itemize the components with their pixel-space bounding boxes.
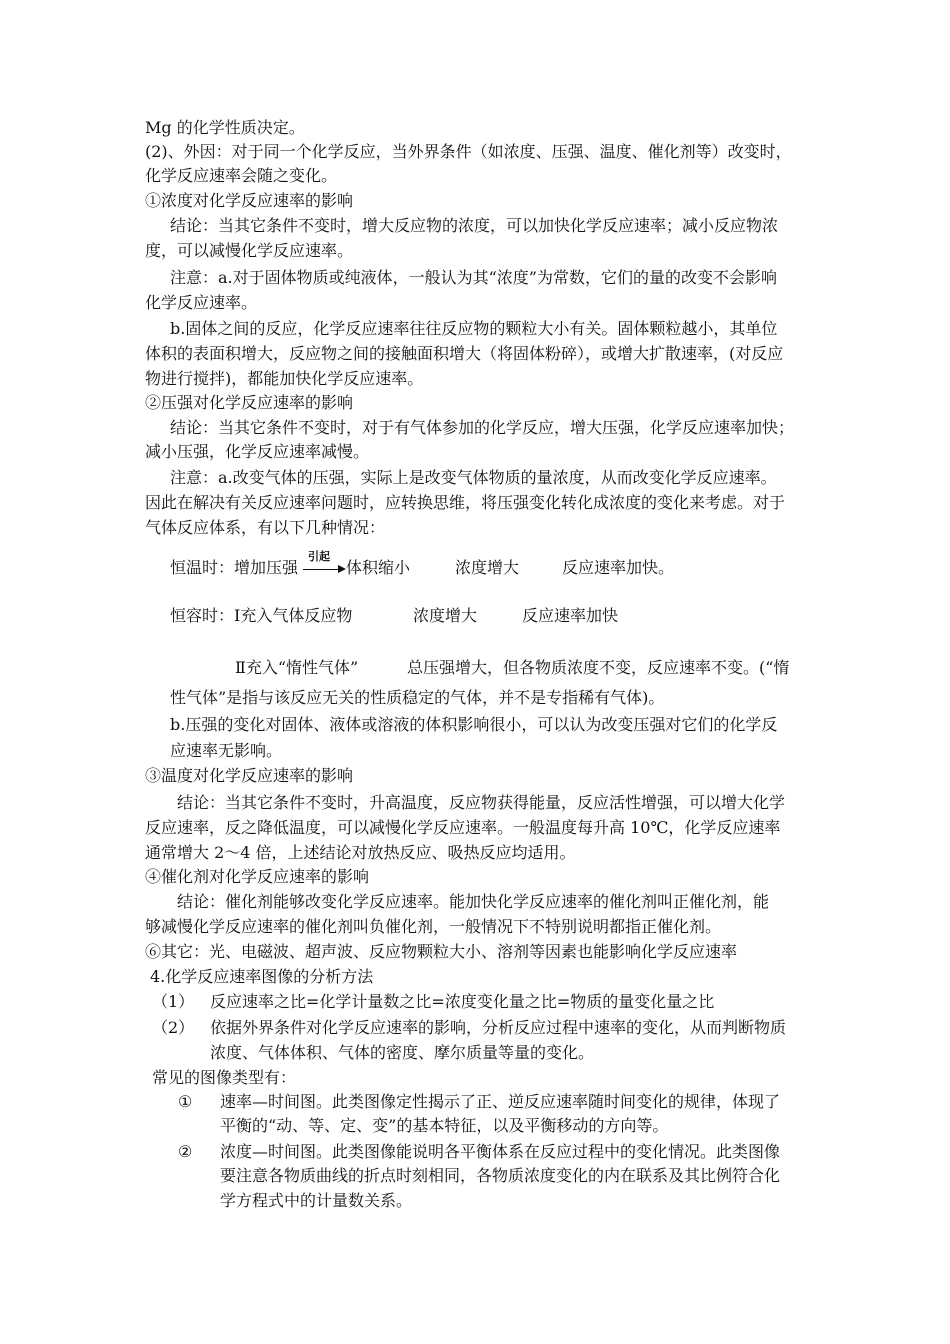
text-line: Mg 的化学性质决定。 <box>145 118 305 137</box>
list-item: 学方程式中的计量数关系。 <box>220 1191 413 1210</box>
list-number: （1） <box>152 992 195 1011</box>
list-item: 依据外界条件对化学反应速率的影响，分析反应过程中速率的变化，从而判断物质 <box>210 1018 787 1037</box>
text-line: b.固体之间的反应，化学反应速率往往反应物的颗粒大小有关。固体颗粒越小，其单位 <box>170 319 778 338</box>
text-line: 体积缩小 <box>346 558 411 577</box>
text-line: 注意：a.改变气体的压强，实际上是改变气体物质的量浓度，从而改变化学反应速率。 <box>170 468 777 487</box>
text-line: 恒温时：增加压强 <box>170 558 299 577</box>
text-line: 减小压强，化学反应速率减慢。 <box>145 442 370 461</box>
text-line: 度，可以减慢化学反应速率。 <box>145 241 354 260</box>
text-line: 气体反应体系，有以下几种情况： <box>145 518 386 537</box>
text-line: 恒容时：Ⅰ充入气体反应物 <box>170 606 353 625</box>
text-line: 反应速率加快 <box>522 606 619 625</box>
list-number: （2） <box>152 1018 195 1037</box>
text-line: 化学反应速率。 <box>145 293 258 312</box>
text-line: 反应速率加快。 <box>562 558 675 577</box>
text-line: Ⅱ充入“惰性气体” <box>235 658 359 677</box>
text-line: 结论：催化剂能够改变化学反应速率。能加快化学反应速率的催化剂叫正催化剂，能 <box>177 892 770 911</box>
section-heading: 4.化学反应速率图像的分析方法 <box>150 967 374 986</box>
text-line: 够减慢化学反应速率的催化剂叫负催化剂，一般情况下不特别说明都指正催化剂。 <box>145 917 722 936</box>
text-line: 应速率无影响。 <box>170 741 283 760</box>
list-item: 要注意各物质曲线的折点时刻相同，各物质浓度变化的内在联系及其比例符合化 <box>220 1166 781 1185</box>
text-line: 总压强增大，但各物质浓度不变，反应速率不变。(“惰 <box>407 658 790 677</box>
arrow-label: 引起 <box>308 550 330 563</box>
text-line: (2)、外因：对于同一个化学反应，当外界条件（如浓度、压强、温度、催化剂等）改变时， <box>145 142 792 161</box>
text-line: 体积的表面积增大，反应物之间的接触面积增大（将固体粉碎），或增大扩散速率，(对反应 <box>145 344 784 363</box>
section-heading: ④催化剂对化学反应速率的影响 <box>145 867 370 886</box>
text-line: 结论：当其它条件不变时，对于有气体参加的化学反应，增大压强，化学反应速率加快； <box>170 418 795 437</box>
text-line: 结论：当其它条件不变时，增大反应物的浓度，可以加快化学反应速率；减小反应物浓 <box>170 216 779 235</box>
text-line: 结论：当其它条件不变时，升高温度，反应物获得能量，反应活性增强，可以增大化学 <box>177 793 786 812</box>
text-line: 反应速率，反之降低温度，可以减慢化学反应速率。一般温度每升高 10℃，化学反应速率 <box>145 818 781 837</box>
text-line: 化学反应速率会随之变化。 <box>145 166 338 185</box>
list-item: 反应速率之比=化学计量数之比=浓度变化量之比=物质的量变化量之比 <box>210 992 715 1011</box>
text-line: 性气体”是指与该反应无关的性质稳定的气体，并不是专指稀有气体)。 <box>170 688 665 707</box>
section-heading: ②压强对化学反应速率的影响 <box>145 393 354 412</box>
text-line: 通常增大 2～4 倍，上述结论对放热反应、吸热反应均适用。 <box>145 843 576 862</box>
text-line: 浓度增大 <box>455 558 520 577</box>
list-item: 浓度—时间图。此类图像能说明各平衡体系在反应过程中的变化情况。此类图像 <box>220 1142 781 1161</box>
list-number: ① <box>178 1092 193 1111</box>
section-heading: ③温度对化学反应速率的影响 <box>145 766 354 785</box>
list-item: 浓度、气体体积、气体的密度、摩尔质量等量的变化。 <box>210 1043 595 1062</box>
section-heading: ①浓度对化学反应速率的影响 <box>145 191 354 210</box>
text-line: 浓度增大 <box>413 606 478 625</box>
arrow-head-icon <box>338 565 346 573</box>
text-line: 常见的图像类型有： <box>152 1068 297 1087</box>
list-item: 速率—时间图。此类图像定性揭示了正、逆反应速率随时间变化的规律，体现了 <box>220 1092 781 1111</box>
text-line: 因此在解决有关反应速率问题时，应转换思维，将压强变化转化成浓度的变化来考虑。对于 <box>145 493 786 512</box>
text-line: b.压强的变化对固体、液体或溶液的体积影响很小，可以认为改变压强对它们的化学反 <box>170 715 778 734</box>
text-line: 物进行搅拌)，都能加快化学反应速率。 <box>145 369 424 388</box>
list-item: 平衡的“动、等、定、变”的基本特征，以及平衡移动的方向等。 <box>220 1116 669 1135</box>
list-number: ② <box>178 1142 193 1161</box>
text-line: 注意：a.对于固体物质或纯液体，一般认为其“浓度”为常数，它们的量的改变不会影响 <box>170 268 777 287</box>
arrow-line <box>303 569 339 570</box>
text-line: ⑥其它：光、电磁波、超声波、反应物颗粒大小、溶剂等因素也能影响化学反应速率 <box>145 942 738 961</box>
